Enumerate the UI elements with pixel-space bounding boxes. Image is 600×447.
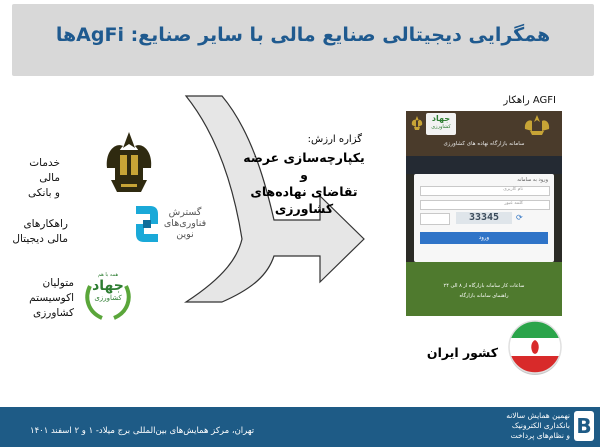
screenshot-grass-bg	[406, 262, 562, 316]
label-ecosystem-custodians: متولیان اکوسیستم کشاورزی	[29, 277, 74, 319]
refresh-icon[interactable]: ⟳	[516, 213, 523, 222]
footer-event-name: نهمین همایش سالانه بانکداری الکترونیک و نظام‌های پرداخت	[506, 411, 570, 440]
screenshot-hours: ساعات کار سامانه بازارگاه از ۸ الی ۲۴	[443, 283, 525, 289]
login-button[interactable]: ورود	[420, 232, 548, 244]
wheat-emblem-icon	[101, 128, 157, 196]
country-label: کشور ایران	[426, 345, 498, 360]
jahad-logo-text: همه با هم جهاد کشاورزی	[92, 272, 124, 302]
screenshot-strip	[406, 156, 562, 174]
login-title: ورود به سامانه	[517, 177, 548, 183]
screenshot-header-text: سامانه بازارگاه نهاده های کشاورزی	[443, 141, 525, 147]
captcha-input[interactable]	[420, 213, 450, 225]
value-heading: گزاره ارزش:	[307, 134, 362, 145]
footer-logo-icon: B	[574, 411, 594, 441]
screenshot-emblem-icon	[520, 113, 554, 137]
screenshot-jahad-logo: جهاد کشاورزی	[426, 113, 456, 135]
password-field[interactable]: کلمه عبور	[420, 200, 550, 210]
label-financial-services: خدمات مالی و بانکی	[27, 157, 60, 199]
iran-flag-icon	[506, 318, 564, 376]
footer-address: تهران، مرکز همایش‌های بین‌المللی برج میلاد- ۱ و ۲ اسفند ۱۴۰۱	[30, 426, 255, 436]
label-digital-solutions: راهکارهای مالی دیجیتال	[12, 218, 68, 245]
captcha-image: 33345	[456, 212, 512, 224]
value-proposition: یکپارچه‌سازی عرضه و تقاضای نهاده‌های کشاورزی	[243, 150, 365, 216]
slide-title: همگرایی دیجیتالی صنایع مالی با سایر صنایع: AgFiها	[55, 24, 551, 46]
fintech-logo-icon	[132, 202, 162, 246]
username-field[interactable]: نام کاربری	[420, 186, 550, 196]
screenshot-wheat-icon	[410, 115, 424, 131]
screenshot-guide-link[interactable]: راهنمای سامانه بازارگاه	[459, 293, 509, 299]
agfi-caption: راهکار AGFI	[503, 95, 556, 106]
fintech-logo-text: گسترش فناوری‌های نوین	[163, 207, 207, 240]
